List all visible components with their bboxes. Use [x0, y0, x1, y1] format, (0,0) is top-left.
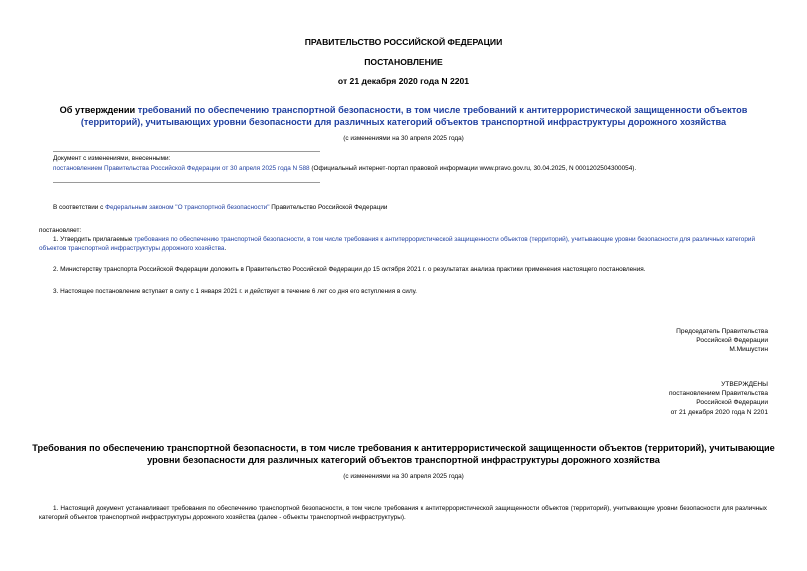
title-link[interactable]: требований по обеспечению транспортной безопасности, в том числе требований к антитеррористической защищенности объектов (территорий), учитывающих уровни безопасности для различных категорий объектов транспортной инфраструктуры дорожного хозяйства [80, 105, 748, 127]
approval-approved: УТВЕРЖДЕНЫ [721, 381, 768, 388]
federal-law-link[interactable]: Федеральным законом "О транспортной безопасности" [105, 204, 270, 211]
document-title [30, 104, 777, 128]
date-number-heading: от 21 декабря 2020 года N 2201 [337, 76, 470, 86]
requirements-changes-note: (с изменениями на 30 апреля 2025 года) [343, 473, 464, 480]
government-heading: ПРАВИТЕЛЬСТВО РОССИЙСКОЙ ФЕДЕРАЦИИ [304, 37, 503, 47]
requirements-link[interactable]: требования по обеспечению транспортной безопасности, в том числе требования к антитеррористической защищенности объектов (территорий), учитывающие уровни безопасности для различных категорий объектов транспортной инфраструктуры дорожного хозяйства [39, 236, 756, 252]
item-3: 3. Настоящее постановление вступает в силу с 1 января 2021 г. и действует в течение 6 лет со дня его вступления в силу. [53, 288, 417, 295]
preamble-after: Правительство Российской Федерации [269, 204, 388, 211]
amendment-top-divider [53, 151, 320, 152]
title-prefix: Об утверждении [59, 105, 138, 115]
approval-country: Российской Федерации [696, 399, 768, 407]
decrees-word: постановляет: [39, 227, 82, 234]
amendment-label: Документ с изменениями, внесенными: [53, 155, 171, 162]
preamble [53, 204, 388, 213]
approval-date-number: от 21 декабря 2020 года N 2201 [670, 408, 768, 416]
item-2: 2. Министерству транспорта Российской Федерации доложить в Правительство Российской Федерации до 15 октября 2021 г. о результатах анализа практики применения настоящего постановления. [53, 266, 646, 273]
amendment-bottom-divider [53, 182, 320, 183]
approval-by-decree: постановлением Правительства [668, 390, 768, 398]
amendment-tail: (Официальный интернет-портал правовой информации www.pravo.gov.ru, 30.04.2025, N 0001202504300054). [309, 165, 637, 172]
signature-country: Российской Федерации [696, 337, 768, 345]
document-type-heading: ПОСТАНОВЛЕНИЕ [364, 57, 443, 67]
amendment-link[interactable]: постановлением Правительства Российской Федерации от 30 апреля 2025 года N 588 [53, 165, 310, 172]
item-1-after: . [224, 244, 227, 252]
signature-name: М.Мишустин [729, 346, 768, 354]
signature-title: Председатель Правительства [676, 328, 768, 335]
preamble-before: В соответствии с [53, 204, 106, 211]
requirements-item-1: 1. Настоящий документ устанавливает требования по обеспечению транспортной безопасности, в том числе требования к антитеррористической защищенности объектов (территорий), учитывающие уровни безопасности для различных категорий объектов транспортной инфраструктуры дорожного хозяйства (далее - объекты транспортной инфраструктуры). [39, 505, 767, 521]
changes-note: (с изменениями на 30 апреля 2025 года) [343, 135, 464, 142]
amendment-line [53, 165, 773, 174]
approval-block [568, 380, 768, 417]
item-1 [39, 236, 767, 254]
requirements-title: Требования по обеспечению транспортной безопасности, в том числе требования к антитеррористической защищенности объектов (территорий), учитывающие уровни безопасности для различных категорий объектов транспортной инфраструктуры дорожного хозяйства [32, 443, 775, 465]
signature-block [568, 327, 768, 355]
item-1-before: 1. Утвердить прилагаемые [53, 236, 135, 243]
